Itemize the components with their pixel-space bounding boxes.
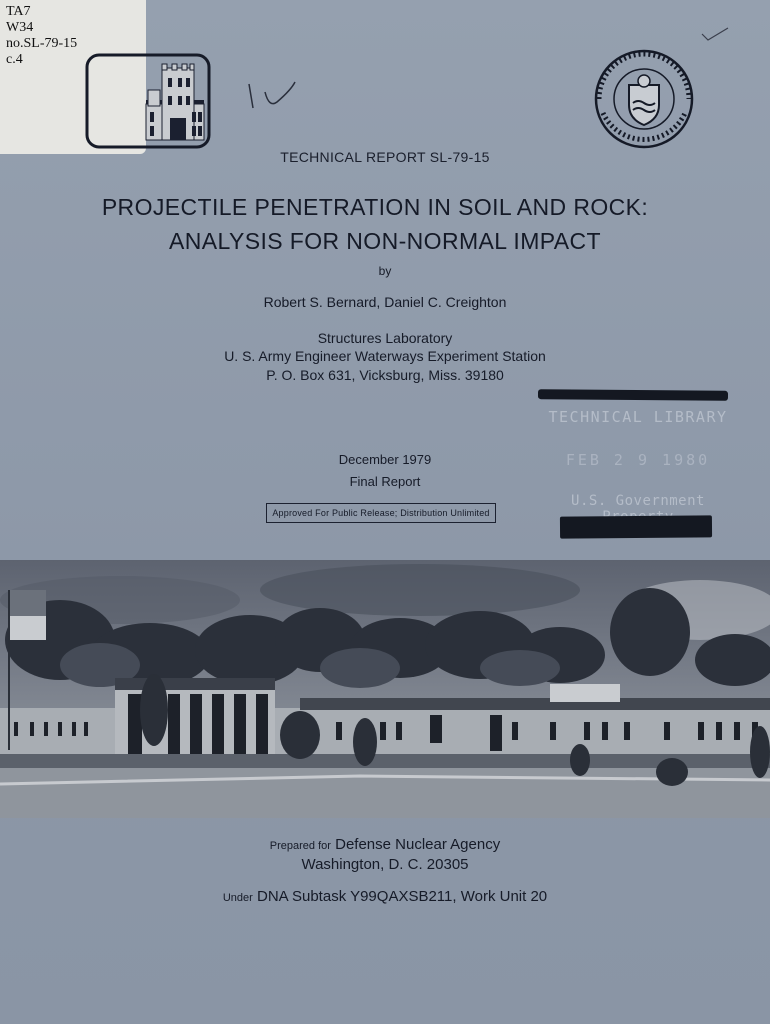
title-line-1: PROJECTILE PENETRATION IN SOIL AND ROCK: xyxy=(101,194,649,220)
report-number: TECHNICAL REPORT SL-79-15 xyxy=(280,149,490,165)
call-number-line: W34 xyxy=(6,20,34,35)
pen-marks xyxy=(243,78,301,118)
stamp-redaction-bar xyxy=(538,389,728,401)
checkmark-icon xyxy=(700,24,730,44)
authors: Robert S. Bernard, Daniel C. Creighton xyxy=(263,294,507,310)
call-number-line: no.SL-79-15 xyxy=(6,36,78,51)
library-stamp-line: U.S. Government xyxy=(571,493,705,509)
title-line-2: ANALYSIS FOR NON-NORMAL IMPACT xyxy=(168,228,601,254)
building-illustration xyxy=(0,560,770,818)
by-label: by xyxy=(378,264,392,278)
library-stamp-date: FEB 2 9 1980 xyxy=(565,451,711,469)
station: U. S. Army Engineer Waterways Experiment Station xyxy=(224,348,546,364)
laboratory: Structures Laboratory xyxy=(317,330,453,346)
call-number-line: TA7 xyxy=(6,4,31,19)
library-stamp-line: TECHNICAL LIBRARY xyxy=(548,408,728,426)
report-type: Final Report xyxy=(349,474,421,489)
castle-icon xyxy=(84,52,212,150)
call-number-line: c.4 xyxy=(6,52,23,67)
prepared-prefix: Prepared for xyxy=(269,840,331,852)
release-statement: Approved For Public Release; Distribution Unlimited xyxy=(266,503,496,523)
subtask-prefix: Under xyxy=(222,892,253,904)
stamp-redaction-bar xyxy=(560,515,712,538)
report-date: December 1979 xyxy=(338,452,432,467)
prepared-for xyxy=(0,836,770,853)
sponsor-agency: Defense Nuclear Agency xyxy=(335,836,501,853)
subtask-line xyxy=(0,888,770,905)
address: P. O. Box 631, Vicksburg, Miss. 39180 xyxy=(266,367,504,383)
subtask-text: DNA Subtask Y99QAXSB211, Work Unit 20 xyxy=(256,888,548,905)
sponsor-location: Washington, D. C. 20305 xyxy=(301,856,469,873)
seal-icon xyxy=(583,47,705,151)
